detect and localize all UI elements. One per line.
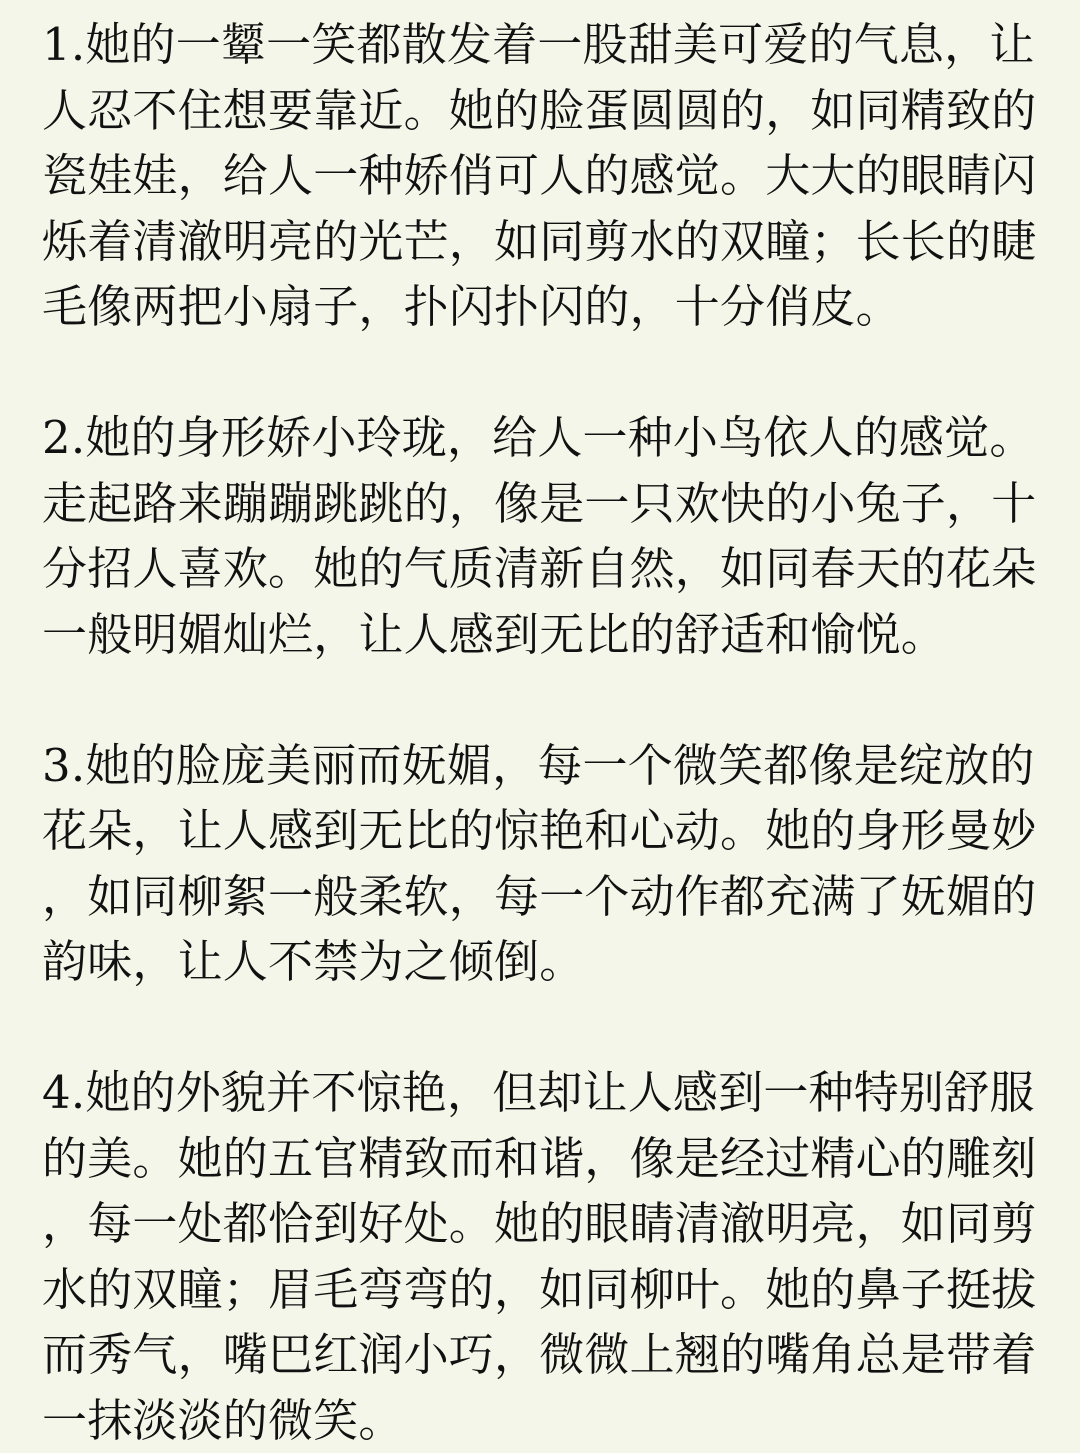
paragraph-1 [42,12,1040,340]
paragraph-1-line-4: 烁着清澈明亮的光芒，如同剪水的双瞳；长长的睫 [42,209,1040,275]
paragraph-3-line-3: ，如同柳絮一般柔软，每一个动作都充满了妩媚的 [42,864,1040,930]
paragraph-2-line-3: 分招人喜欢。她的气质清新自然，如同春天的花朵 [42,536,1040,602]
paragraph-1-line-5: 毛像两把小扇子，扑闪扑闪的，十分俏皮。 [42,274,1040,340]
paragraph-1-line-2: 人忍不住想要靠近。她的脸蛋圆圆的，如同精致的 [42,78,1040,144]
paragraph-4-line-6: 一抹淡淡的微笑。 [42,1388,1040,1453]
paragraph-4-line-3: ，每一处都恰到好处。她的眼睛清澈明亮，如同剪 [42,1191,1040,1257]
paragraph-2-line-1: 2.她的身形娇小玲珑，给人一种小鸟依人的感觉。 [42,405,1040,471]
paragraph-gap [42,340,1040,406]
paragraph-4-line-4: 水的双瞳；眉毛弯弯的，如同柳叶。她的鼻子挺拔 [42,1257,1040,1323]
paragraph-2-line-4: 一般明媚灿烂，让人感到无比的舒适和愉悦。 [42,602,1040,668]
paragraph-2-line-2: 走起路来蹦蹦跳跳的，像是一只欢快的小兔子，十 [42,471,1040,537]
paragraph-3-line-4: 韵味，让人不禁为之倾倒。 [42,929,1040,995]
paragraph-1-line-3: 瓷娃娃，给人一种娇俏可人的感觉。大大的眼睛闪 [42,143,1040,209]
paragraph-3 [42,733,1040,995]
paragraph-4-line-5: 而秀气，嘴巴红润小巧，微微上翘的嘴角总是带着 [42,1322,1040,1388]
paragraph-4-line-2: 的美。她的五官精致而和谐，像是经过精心的雕刻 [42,1126,1040,1192]
paragraph-3-line-2: 花朵，让人感到无比的惊艳和心动。她的身形曼妙 [42,798,1040,864]
paragraph-gap [42,667,1040,733]
paragraph-4-line-1: 4.她的外貌并不惊艳，但却让人感到一种特别舒服 [42,1060,1040,1126]
paragraph-3-line-1: 3.她的脸庞美丽而妩媚，每一个微笑都像是绽放的 [42,733,1040,799]
paragraph-4 [42,1060,1040,1453]
paragraph-gap [42,995,1040,1061]
paragraph-2 [42,405,1040,667]
paragraph-1-line-1: 1.她的一颦一笑都散发着一股甜美可爱的气息，让 [42,12,1040,78]
